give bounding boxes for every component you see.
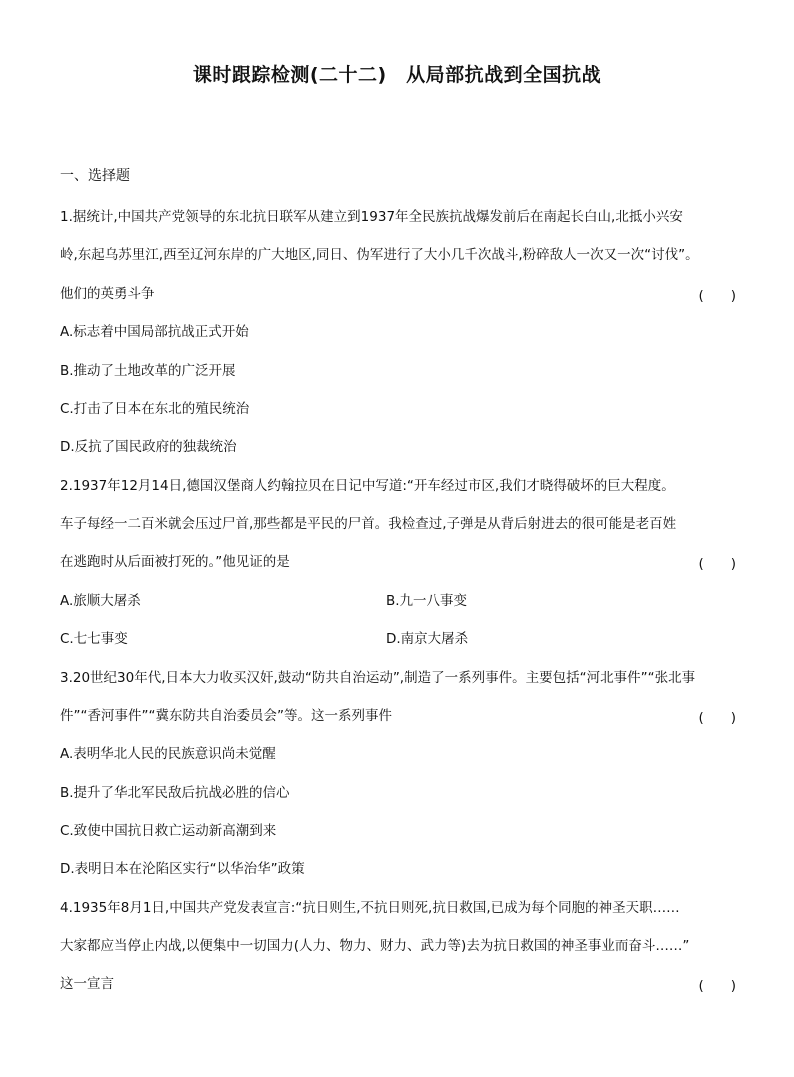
q3-option-a: A.表明华北人民的民族意识尚未觉醒 — [60, 746, 276, 762]
q4-stem-line: 这一宣言 — [60, 976, 114, 992]
q4-answer-bracket: ( ) — [698, 978, 736, 994]
q1-answer-bracket: ( ) — [698, 288, 736, 304]
q1-stem-line: 他们的英勇斗争 — [60, 286, 155, 302]
q1-option-b: B.推动了土地改革的广泛开展 — [60, 363, 236, 379]
q1-option-d: D.反抗了国民政府的独裁统治 — [60, 439, 237, 455]
q3-stem-line: 件”“香河事件”“冀东防共自治委员会”等。这一系列事件 — [60, 708, 392, 724]
q4-stem-line: 大家都应当停止内战,以便集中一切国力(人力、物力、财力、武力等)去为抗日救国的神圣事业而奋斗……” — [60, 938, 690, 954]
q1-option-a: A.标志着中国局部抗战正式开始 — [60, 324, 249, 340]
q3-option-d: D.表明日本在沦陷区实行“以华治华”政策 — [60, 861, 305, 877]
q3-answer-bracket: ( ) — [698, 710, 736, 726]
q2-answer-bracket: ( ) — [698, 556, 736, 572]
q2-option-b: B.九一八事变 — [386, 593, 468, 609]
q4-stem-line: 4.1935年8月1日,中国共产党发表宣言:“抗日则生,不抗日则死,抗日救国,已成为每个同胞的神圣天职…… — [60, 900, 680, 916]
q3-option-c: C.致使中国抗日救亡运动新高潮到来 — [60, 823, 277, 839]
section-heading: 一、选择题 — [60, 168, 130, 184]
q2-option-c: C.七七事变 — [60, 631, 128, 647]
q3-option-b: B.提升了华北军民敌后抗战必胜的信心 — [60, 785, 290, 801]
q2-stem-line: 车子每经一二百米就会压过尸首,那些都是平民的尸首。我检查过,子弹是从背后射进去的很可能是老百姓 — [60, 516, 677, 532]
q1-stem-line: 岭,东起乌苏里江,西至辽河东岸的广大地区,同日、伪军进行了大小几千次战斗,粉碎敌人一次又一次“讨伐”。 — [60, 247, 699, 263]
q1-stem-line: 1.据统计,中国共产党领导的东北抗日联军从建立到1937年全民族抗战爆发前后在南起长白山,北抵小兴安 — [60, 209, 683, 225]
q1-option-c: C.打击了日本在东北的殖民统治 — [60, 401, 250, 417]
q2-option-d: D.南京大屠杀 — [386, 631, 469, 647]
q2-stem-line: 在逃跑时从后面被打死的。”他见证的是 — [60, 554, 290, 570]
page-title: 课时跟踪检测(二十二) 从局部抗战到全国抗战 — [192, 64, 602, 86]
q2-option-a: A.旅顺大屠杀 — [60, 593, 141, 609]
q2-stem-line: 2.1937年12月14日,德国汉堡商人约翰拉贝在日记中写道:“开车经过市区,我们才晓得破坏的巨大程度。 — [60, 478, 675, 494]
q3-stem-line: 3.20世纪30年代,日本大力收买汉奸,鼓动“防共自治运动”,制造了一系列事件。主要包括“河北事件”“张北事 — [60, 670, 696, 686]
